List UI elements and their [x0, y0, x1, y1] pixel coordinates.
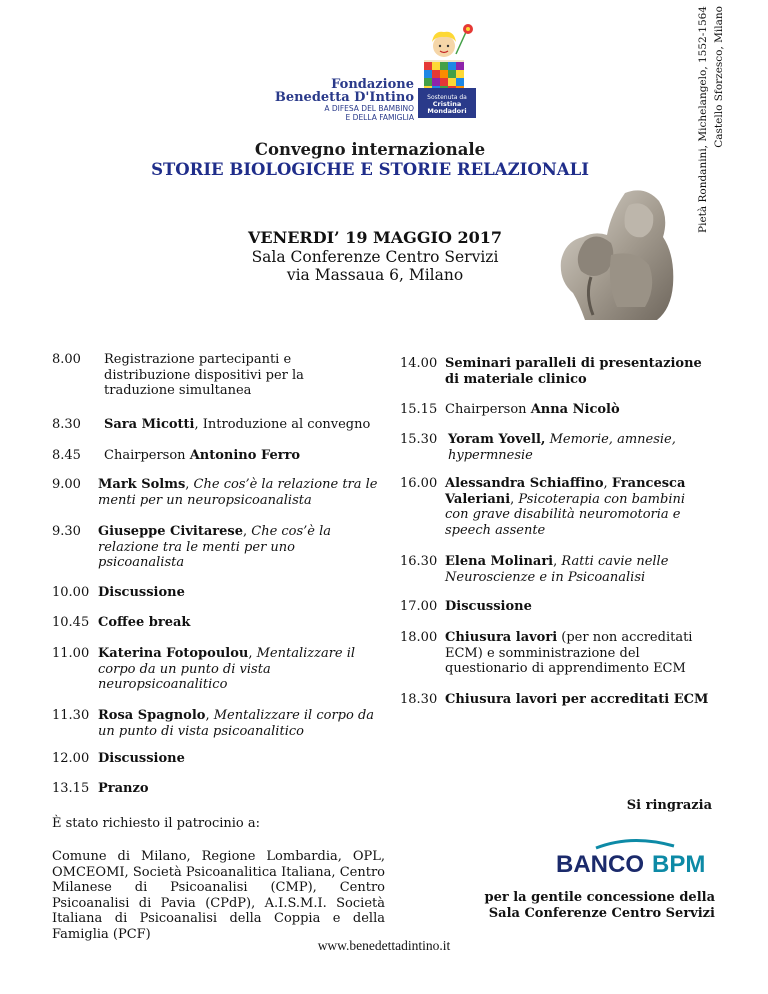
entry-description [445, 554, 695, 585]
logo-name-line2: Benedetta D'Intino [274, 90, 414, 105]
entry-description [445, 630, 710, 677]
entry-description [104, 417, 394, 433]
bpm-text-banco: BANCO [556, 851, 644, 876]
entry-speaker: Katerina Fotopoulou [98, 646, 249, 661]
entry-time: 11.30 [52, 708, 90, 723]
entry-title: Seminari paralleli di presentazione di materiale clinico [445, 356, 702, 387]
entry-text: Chairperson [445, 402, 531, 417]
entry-talk-title: Memorie, amnesie, hypermnesie [448, 432, 676, 463]
entry-title: Chiusura lavori [445, 630, 558, 645]
entry-text: , [510, 491, 519, 507]
entry-text: (per non accreditati ECM) e somministrazione del questionario di apprendimento ECM [445, 630, 693, 676]
entry-time: 15.15 [400, 402, 438, 417]
entry-time: 13.15 [52, 781, 90, 796]
entry-speaker: Yoram Yovell, [448, 432, 546, 447]
thanks-note-line2: Sala Conferenze Centro Servizi [488, 906, 715, 921]
logo-foundation-name [275, 78, 414, 104]
patronage-list: Comune di Milano, Regione Lombardia, OPL, OMCEOMI, Società Psicoanalitica Italiana, Centro Milanese di Psicoanalisi (CMP), Centro Psicoanalisi di Pavia (CPdP), A.I.S.M.I. Società Italiana di Psicoanalisi della Coppia e della Famiglia (PCF) [52, 849, 385, 942]
logo-name-line1: Fondazione [331, 77, 414, 92]
pieta-rondanini-image [545, 185, 685, 320]
patronage-title: È stato richiesto il patrocinio a: [52, 816, 261, 831]
thanks-title: Si ringrazia [626, 798, 712, 813]
entry-time: 14.00 [400, 356, 438, 371]
bpm-swoosh [596, 840, 674, 848]
entry-speaker-2: Francesca Valeriani [445, 476, 686, 507]
entry-talk-title: Che cos’è la relazione tra le menti per un neuropsicoanalista [98, 477, 378, 508]
entry-speaker: Giuseppe Civitarese [98, 524, 243, 539]
event-date: VENERDI’ 19 MAGGIO 2017 [247, 228, 503, 247]
entry-speaker: Anna Nicolò [530, 402, 620, 417]
entry-time: 10.45 [52, 615, 90, 630]
entry-talk-title: Mentalizzare il corpo da un punto di vista psicoanalitico [98, 708, 375, 739]
entry-time: 18.00 [400, 630, 438, 645]
logo-badge-line2: Cristina [432, 100, 462, 108]
entry-time: 11.00 [52, 646, 90, 661]
entry-text: Registrazione partecipanti e distribuzione dispositivi per la traduzione simultanea [104, 352, 304, 398]
entry-title: Pranzo [98, 781, 149, 796]
entry-title: Discussione [445, 599, 532, 614]
entry-title: Chiusura lavori per accreditati ECM [445, 692, 709, 707]
image-caption [695, 6, 729, 336]
entry-description [445, 402, 710, 418]
bpm-text-bpm: BPM [652, 851, 706, 876]
image-caption-line2: Castello Sforzesco, Milano [713, 6, 725, 148]
schedule-morning [52, 352, 392, 796]
entry-time: 16.00 [400, 476, 438, 491]
entry-text: , Introduzione al convegno [194, 417, 371, 432]
entry-title: Coffee break [98, 615, 191, 630]
entry-text: , [248, 646, 257, 661]
thanks-note [470, 890, 715, 922]
entry-talk-title: Che cos’è la relazione tra le menti per uno psicoanalista [98, 524, 332, 570]
logo-tagline [324, 104, 414, 122]
entry-time: 15.30 [400, 432, 438, 447]
entry-description [448, 432, 710, 463]
entry-text: , [553, 554, 562, 569]
entry-talk-title: Mentalizzare il corpo da un punto di vista neuropsicoanalitico [98, 646, 356, 692]
thanks-note-line1: per la gentile concessione della [484, 890, 715, 905]
entry-description [104, 448, 394, 464]
event-address: via Massaua 6, Milano [286, 266, 464, 284]
entry-speaker: Alessandra Schiaffino [445, 476, 604, 491]
event-venue: Sala Conferenze Centro Servizi [251, 248, 499, 266]
entry-description [104, 352, 334, 399]
website-url[interactable]: www.benedettadintino.it [317, 938, 451, 953]
entry-time: 17.00 [400, 599, 438, 614]
entry-text: , [603, 476, 612, 491]
entry-description [98, 477, 394, 508]
entry-time: 10.00 [52, 585, 90, 600]
entry-speaker: Antonino Ferro [189, 448, 301, 463]
entry-talk-title: Ratti cavie nelle Neuroscienze e in Psicoanalisi [445, 554, 669, 585]
entry-time: 8.45 [52, 448, 81, 463]
entry-text: , [242, 524, 252, 539]
logo-badge-line3: Mondadori [427, 107, 467, 115]
entry-speaker: Mark Solms [98, 477, 186, 492]
entry-title: Discussione [98, 751, 185, 766]
logo-tag-line1: A DIFESA DEL BAMBINO [324, 104, 414, 113]
entry-description [98, 646, 368, 693]
entry-text: , [185, 477, 194, 492]
entry-description [98, 708, 388, 739]
entry-speaker: Elena Molinari [445, 554, 554, 569]
entry-title: Discussione [98, 585, 185, 600]
entry-description [445, 476, 710, 538]
entry-speaker: Sara Micotti [104, 417, 195, 432]
entry-time: 8.00 [52, 352, 81, 367]
entry-time: 16.30 [400, 554, 438, 569]
entry-time: 9.00 [52, 477, 81, 492]
entry-time: 8.30 [52, 417, 81, 432]
entry-time: 18.30 [400, 692, 438, 707]
conference-title: Convegno internazionale [254, 140, 486, 159]
logo-badge [418, 88, 476, 118]
entry-description [98, 524, 348, 571]
entry-text: , [205, 708, 214, 723]
entry-speaker: Rosa Spagnolo [98, 708, 206, 723]
entry-talk-title: Psicoterapia con bambini con grave disabilità neuromotoria e speech assente [445, 491, 686, 538]
conference-subtitle: STORIE BIOLOGICHE E STORIE RELAZIONALI [151, 160, 589, 179]
entry-time: 12.00 [52, 751, 90, 766]
schedule-afternoon [400, 356, 712, 716]
logo-badge-line1: Sostenuta da [427, 94, 467, 101]
entry-time: 9.30 [52, 524, 81, 539]
banco-bpm-logo [556, 836, 710, 876]
image-caption-line1: Pietà Rondanini, Michelangelo, 1552-1564 [697, 6, 709, 233]
logo-tag-line2: E DELLA FAMIGLIA [345, 113, 414, 122]
entry-text: Chairperson [104, 448, 190, 463]
